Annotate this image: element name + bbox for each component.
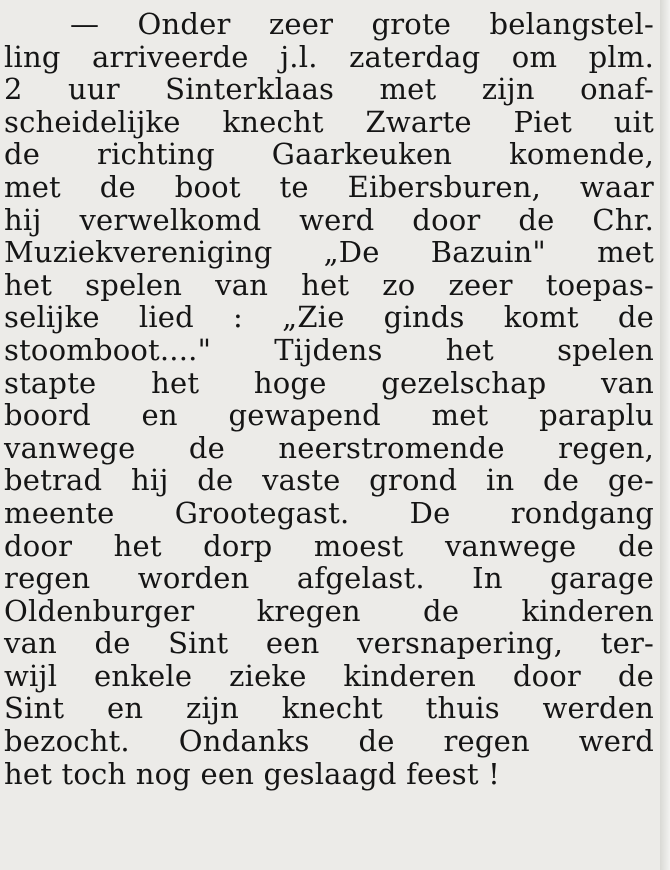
article-line: regen worden afgelast. In garage [4,561,654,596]
article-line: selijke lied : „Zie ginds komt de [4,300,654,335]
article-line: Sint en zijn knecht thuis werden [4,691,654,726]
article-line: Oldenburger kregen de kinderen [4,593,654,628]
article-line: door het dorp moest vanwege de [4,528,654,563]
article-line: scheidelijke knecht Zwarte Piet uit [4,104,654,139]
article-line: met de boot te Eibersburen, waar [4,169,654,204]
article-line: meente Grootegast. De rondgang [4,495,654,530]
article-line: hij verwelkomd werd door de Chr. [4,202,654,237]
article-text [4,8,654,790]
article-line: Muziekvereniging „De Bazuin" met [4,235,654,270]
article-line: stapte het hoge gezelschap van [4,365,654,400]
article-line: — Onder zeer grote belangstel- [70,7,654,41]
article-line: vanwege de neerstromende regen, [4,430,654,465]
article-line: de richting Gaarkeuken komende, [4,137,654,172]
article-line: van de Sint een versnapering, ter- [4,626,654,661]
paper-edge [660,0,670,870]
article-line: stoomboot...." Tijdens het spelen [4,332,654,367]
article-line: het toch nog een geslaagd feest ! [4,756,500,791]
article-line: het spelen van het zo zeer toepas- [4,267,654,302]
article-line: bezocht. Ondanks de regen werd [4,724,654,759]
article-line: ling arriveerde j.l. zaterdag om plm. [4,39,654,74]
article-line: 2 uur Sinterklaas met zijn onaf- [4,72,654,107]
article-line: wijl enkele zieke kinderen door de [4,658,654,693]
article-line: betrad hij de vaste grond in de ge- [4,463,654,498]
article-line: boord en gewapend met paraplu [4,398,654,433]
